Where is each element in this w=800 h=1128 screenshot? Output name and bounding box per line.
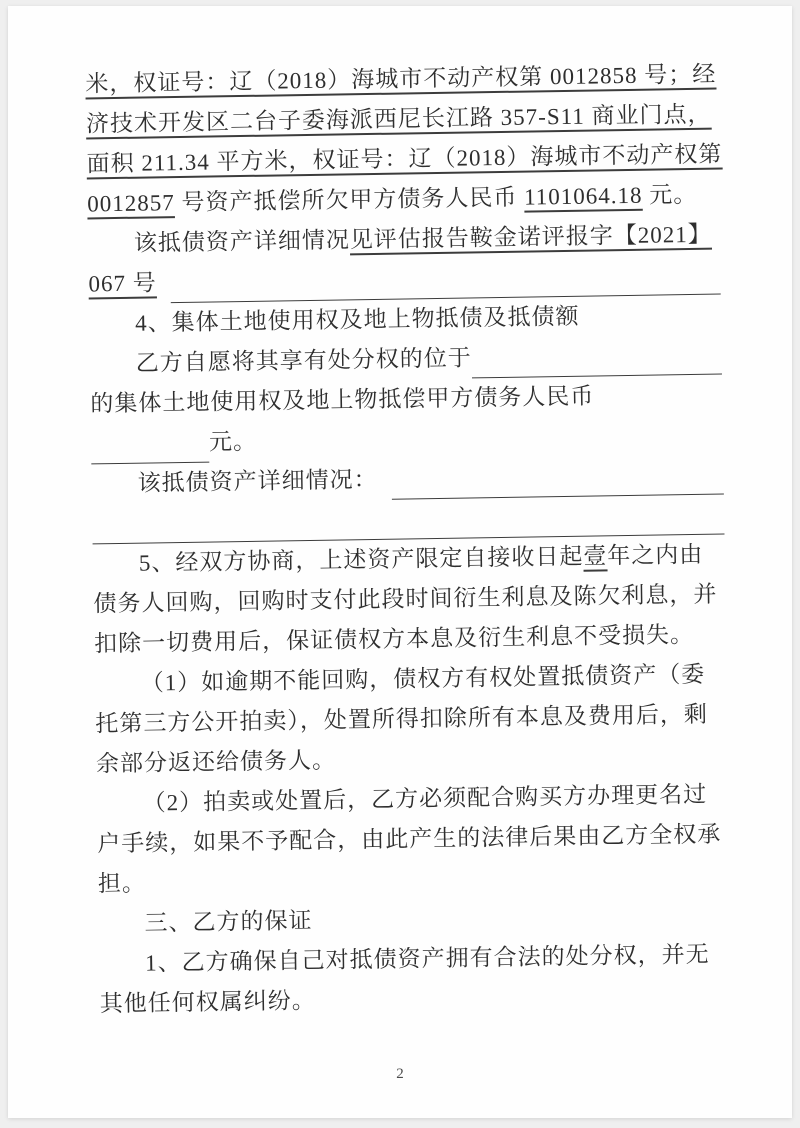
filled-blank-text: 1101064.18 <box>523 182 643 210</box>
doc-text: 扣除一切费用后，保证债权方本息及衍生利息不受损失。 <box>93 621 695 657</box>
doc-text: 年之内由 <box>607 541 704 569</box>
filled-blank-text: 0012857 <box>87 190 175 217</box>
blank-underline <box>471 340 722 379</box>
contract-body <box>85 55 732 1025</box>
doc-text: （2）拍卖或处置后，乙方必须配合购买方办理更名过 <box>142 781 708 816</box>
doc-text: 其他任何权属纠纷。 <box>99 987 316 1017</box>
scanned-contract-page <box>8 6 792 1118</box>
filled-blank-text: 济技术开发区二台子委海派西尼长江路 357-S11 商业门点， <box>85 101 712 137</box>
blank-underline <box>391 459 724 499</box>
doc-text: （1）如逾期不能回购，债权方有权处置抵债资产（委 <box>140 661 706 696</box>
doc-text: 乙方自愿将其享有处分权的位于 <box>135 345 472 376</box>
doc-text: 该抵债资产详细情况 <box>133 227 351 256</box>
doc-text: 的集体土地使用权及地上物抵偿甲方债务人民币 <box>90 383 595 417</box>
blank-underline <box>91 428 210 465</box>
doc-text: 担。 <box>97 870 147 897</box>
doc-text: 元。 <box>642 181 698 208</box>
clause-heading-text: 4、集体土地使用权及地上物抵债及抵债额 <box>134 303 580 336</box>
doc-text: 托第三方公开拍卖），处置所得扣除所有本息及费用后，剩 <box>95 701 709 737</box>
doc-text: 1、乙方确保自己对抵债资产拥有合法的处分权，并无 <box>144 941 710 976</box>
doc-text: 余部分返还给债务人。 <box>95 747 337 777</box>
filled-blank-text: 067 号 <box>88 270 157 297</box>
doc-text: 债务人回购，回购时支付此段时间衍生利息及陈欠利息，并 <box>93 581 718 617</box>
doc-text: 户手续，如果不予配合，由此产生的法律后果由乙方全权承 <box>97 821 722 857</box>
section-heading-text: 三、乙方的保证 <box>144 908 313 936</box>
filled-blank-text: 见评估报告鞍金诺评报字【2021】 <box>349 221 712 253</box>
doc-text: 元。 <box>208 428 258 455</box>
doc-text: 号资产抵偿所欠甲方债务人民币 <box>174 184 525 216</box>
doc-text: 该抵债资产详细情况： <box>137 466 378 496</box>
page-number: 2 <box>396 1066 404 1082</box>
filled-blank-text: 面积 211.34 平方米，权证号：辽（2018）海城市不动产权第 <box>86 141 723 177</box>
doc-text: 5、经双方协商，上述资产限定自接收日起 <box>138 543 584 576</box>
filled-blank-text: 米，权证号：辽（2018）海城市不动产权第 0012858 号；经 <box>85 61 717 97</box>
doc-line <box>99 974 732 1024</box>
filled-blank-text: 壹 <box>583 543 608 569</box>
